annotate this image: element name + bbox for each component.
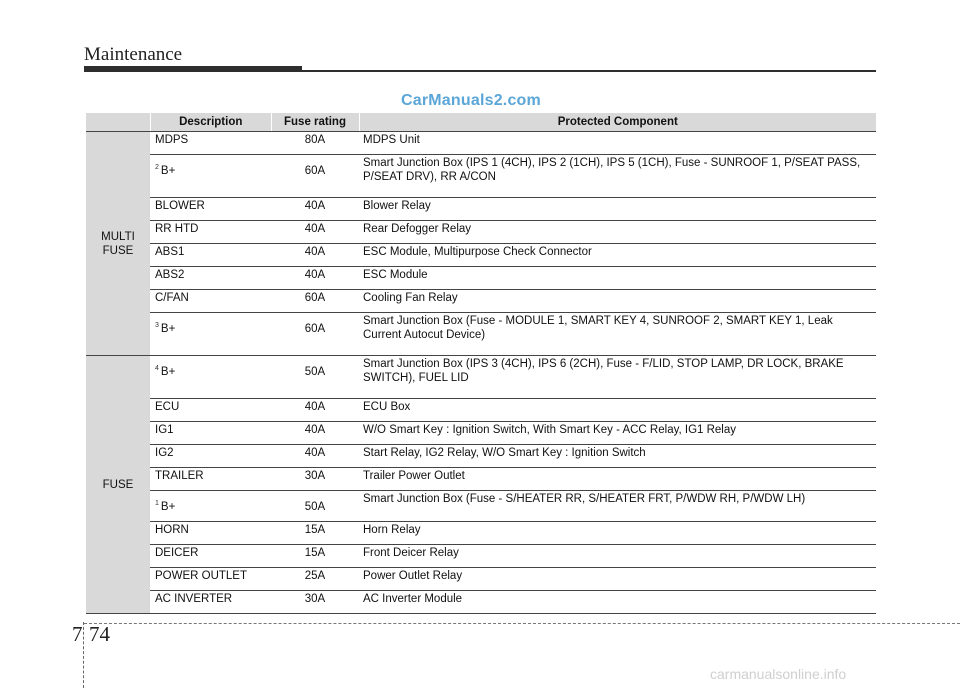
cell-protected-component: Cooling Fan Relay <box>359 290 876 313</box>
cell-protected-component: Front Deicer Relay <box>359 545 876 568</box>
description-text: B+ <box>160 366 176 378</box>
page-number-separator <box>83 622 84 688</box>
cell-description <box>151 290 272 313</box>
table-row <box>86 267 876 290</box>
cell-protected-component: MDPS Unit <box>359 132 876 155</box>
cell-description <box>151 591 272 614</box>
table-row <box>86 468 876 491</box>
description-text: C/FAN <box>155 292 189 304</box>
group-label <box>86 132 151 356</box>
description-text: TRAILER <box>155 470 204 482</box>
description-text: MDPS <box>155 134 189 146</box>
description-text: IG1 <box>155 424 174 436</box>
cell-protected-component: ESC Module, Multipurpose Check Connector <box>359 244 876 267</box>
cell-fuse-rating: 15A <box>271 522 359 545</box>
table-row <box>86 568 876 591</box>
table-row <box>86 422 876 445</box>
header-protected-component: Protected Component <box>359 113 876 132</box>
cell-fuse-rating: 60A <box>271 313 359 356</box>
table-row <box>86 356 876 399</box>
superscript-marker: 3 <box>155 322 159 329</box>
cell-description <box>151 422 272 445</box>
cell-protected-component: Start Relay, IG2 Relay, W/O Smart Key : Ignition Switch <box>359 445 876 468</box>
cell-fuse-rating: 50A <box>271 356 359 399</box>
superscript-marker: 4 <box>155 365 159 372</box>
cell-fuse-rating: 30A <box>271 591 359 614</box>
table-row <box>86 591 876 614</box>
watermark-text: CarManuals2.com <box>401 92 541 109</box>
group-label <box>86 356 151 614</box>
cell-description <box>151 356 272 399</box>
header-fuse-rating: Fuse rating <box>271 113 359 132</box>
description-text: RR HTD <box>155 223 199 235</box>
superscript-marker: 2 <box>155 164 159 171</box>
fuse-table-body <box>86 132 876 614</box>
cell-description <box>151 221 272 244</box>
footer-site-watermark: carmanualsonline.info <box>710 666 847 682</box>
description-text: B+ <box>160 501 176 513</box>
table-row <box>86 445 876 468</box>
description-text: ECU <box>155 401 180 413</box>
cell-description <box>151 132 272 155</box>
description-text: ABS2 <box>155 269 185 281</box>
cell-fuse-rating: 60A <box>271 290 359 313</box>
description-text: B+ <box>160 165 176 177</box>
cell-fuse-rating: 40A <box>271 445 359 468</box>
cell-fuse-rating: 30A <box>271 468 359 491</box>
table-row <box>86 132 876 155</box>
cell-description <box>151 445 272 468</box>
description-text: AC INVERTER <box>155 593 233 605</box>
table-row <box>86 399 876 422</box>
header-group-spacer <box>86 113 151 132</box>
cell-fuse-rating: 40A <box>271 244 359 267</box>
cell-description <box>151 522 272 545</box>
table-row <box>86 198 876 221</box>
cell-protected-component: Horn Relay <box>359 522 876 545</box>
cell-protected-component: Blower Relay <box>359 198 876 221</box>
table-header-row <box>86 113 876 132</box>
page-number-value: 74 <box>89 622 110 646</box>
group-label-text: FUSE <box>102 478 134 491</box>
cell-fuse-rating: 50A <box>271 491 359 522</box>
cell-fuse-rating: 40A <box>271 267 359 290</box>
table-row <box>86 221 876 244</box>
cell-protected-component: Rear Defogger Relay <box>359 221 876 244</box>
table-row <box>86 313 876 356</box>
cell-description <box>151 244 272 267</box>
cell-protected-component: ESC Module <box>359 267 876 290</box>
description-text: B+ <box>160 323 176 335</box>
cell-description <box>151 198 272 221</box>
cell-protected-component: AC Inverter Module <box>359 591 876 614</box>
cell-fuse-rating: 25A <box>271 568 359 591</box>
cell-description <box>151 491 272 522</box>
table-row <box>86 545 876 568</box>
footer-dashed-rule <box>84 623 960 624</box>
table-row <box>86 491 876 522</box>
cell-fuse-rating: 40A <box>271 399 359 422</box>
header-rule-thin <box>302 70 876 72</box>
cell-protected-component: Smart Junction Box (IPS 1 (4CH), IPS 2 (1CH), IPS 5 (1CH), Fuse - SUNROOF 1, P/SEAT PASS, P/SEAT DRV), RR A/CON <box>359 155 876 198</box>
cell-description <box>151 399 272 422</box>
cell-protected-component: Smart Junction Box (IPS 3 (4CH), IPS 6 (2CH), Fuse - F/LID, STOP LAMP, DR LOCK, BRAKE SWITCH), FUEL LID <box>359 356 876 399</box>
cell-description <box>151 468 272 491</box>
fuse-table <box>86 113 876 614</box>
cell-description <box>151 267 272 290</box>
table-row <box>86 155 876 198</box>
cell-description <box>151 155 272 198</box>
cell-fuse-rating: 60A <box>271 155 359 198</box>
description-text: DEICER <box>155 547 199 559</box>
table-row <box>86 244 876 267</box>
description-text: ABS1 <box>155 246 185 258</box>
description-text: IG2 <box>155 447 174 459</box>
description-text: HORN <box>155 524 189 536</box>
cell-fuse-rating: 80A <box>271 132 359 155</box>
cell-protected-component: Smart Junction Box (Fuse - MODULE 1, SMART KEY 4, SUNROOF 2, SMART KEY 1, Leak Current Autocut Device) <box>359 313 876 356</box>
cell-protected-component: ECU Box <box>359 399 876 422</box>
description-text: POWER OUTLET <box>155 570 248 582</box>
table-row <box>86 522 876 545</box>
cell-fuse-rating: 40A <box>271 198 359 221</box>
cell-description <box>151 313 272 356</box>
cell-protected-component: Trailer Power Outlet <box>359 468 876 491</box>
header-rule-thick <box>84 66 302 72</box>
cell-fuse-rating: 15A <box>271 545 359 568</box>
table-row <box>86 290 876 313</box>
chapter-number: 7 <box>72 622 83 646</box>
cell-description <box>151 545 272 568</box>
description-text: BLOWER <box>155 200 205 212</box>
cell-fuse-rating: 40A <box>271 221 359 244</box>
group-label-text: MULTI FUSE <box>101 230 135 257</box>
page-header-title: Maintenance <box>84 44 183 65</box>
superscript-marker: 1 <box>155 500 159 507</box>
header-description: Description <box>151 113 272 132</box>
cell-description <box>151 568 272 591</box>
cell-protected-component: Smart Junction Box (Fuse - S/HEATER RR, S/HEATER FRT, P/WDW RH, P/WDW LH) <box>359 491 876 522</box>
cell-protected-component: W/O Smart Key : Ignition Switch, With Smart Key - ACC Relay, IG1 Relay <box>359 422 876 445</box>
cell-protected-component: Power Outlet Relay <box>359 568 876 591</box>
cell-fuse-rating: 40A <box>271 422 359 445</box>
